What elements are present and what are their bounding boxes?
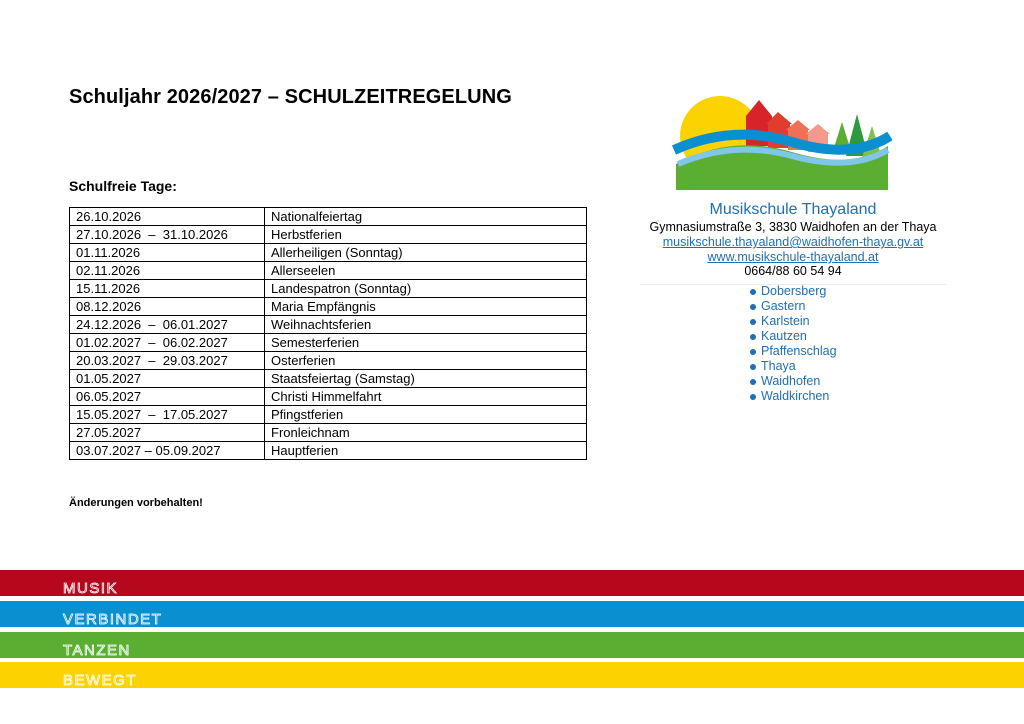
event-cell: Pfingstferien <box>265 406 587 424</box>
date-cell: 27.10.2026 – 31.10.2026 <box>70 226 265 244</box>
slogan-stripe <box>0 570 1024 596</box>
location-item <box>750 284 837 299</box>
date-cell: 01.11.2026 <box>70 244 265 262</box>
event-cell: Christi Himmelfahrt <box>265 388 587 406</box>
school-name: Musikschule Thayaland <box>709 201 877 218</box>
date-cell: 06.05.2027 <box>70 388 265 406</box>
date-cell: 20.03.2027 – 29.03.2027 <box>70 352 265 370</box>
table-row <box>70 388 587 406</box>
slogan-stripe <box>0 662 1024 688</box>
event-cell: Landespatron (Sonntag) <box>265 280 587 298</box>
school-logo <box>672 94 892 190</box>
event-cell: Herbstferien <box>265 226 587 244</box>
table-row <box>70 262 587 280</box>
location-item <box>750 389 837 404</box>
date-cell: 24.12.2026 – 06.01.2027 <box>70 316 265 334</box>
phone-number: 0664/88 60 54 94 <box>744 264 842 278</box>
location-label: Waldkirchen <box>761 389 830 403</box>
slogan-stripe <box>0 601 1024 627</box>
location-item <box>750 359 837 374</box>
date-cell: 15.05.2027 – 17.05.2027 <box>70 406 265 424</box>
date-cell: 26.10.2026 <box>70 208 265 226</box>
school-address: Gymnasiumstraße 3, 3830 Waidhofen an der Thaya <box>649 220 937 234</box>
slogan-stripe <box>0 632 1024 658</box>
location-item <box>750 299 837 314</box>
website-link[interactable]: www.musikschule-thayaland.at <box>707 250 879 264</box>
bullet-icon <box>750 349 756 355</box>
email-link[interactable]: musikschule.thayaland@waidhofen-thaya.gv.at <box>662 235 924 249</box>
date-cell: 03.07.2027 – 05.09.2027 <box>70 442 265 460</box>
event-cell: Osterferien <box>265 352 587 370</box>
location-item <box>750 344 837 359</box>
bullet-icon <box>750 304 756 310</box>
table-row <box>70 352 587 370</box>
bullet-icon <box>750 319 756 325</box>
location-label: Pfaffenschlag <box>761 344 837 358</box>
bullet-icon <box>750 364 756 370</box>
section-heading: Schulfreie Tage: <box>69 178 177 194</box>
location-item <box>750 329 837 344</box>
table-row <box>70 442 587 460</box>
location-item <box>750 314 837 329</box>
location-label: Karlstein <box>761 314 810 328</box>
location-label: Gastern <box>761 299 806 313</box>
location-label: Dobersberg <box>761 284 827 298</box>
page-title: Schuljahr 2026/2027 – SCHULZEITREGELUNG <box>69 86 512 108</box>
date-cell: 01.02.2027 – 06.02.2027 <box>70 334 265 352</box>
table-row <box>70 370 587 388</box>
disclaimer-note: Änderungen vorbehalten! <box>69 497 203 509</box>
location-label: Thaya <box>761 359 796 373</box>
table-row <box>70 208 587 226</box>
event-cell: Allerheiligen (Sonntag) <box>265 244 587 262</box>
event-cell: Allerseelen <box>265 262 587 280</box>
location-item <box>750 374 837 389</box>
bullet-icon <box>750 394 756 400</box>
bullet-icon <box>750 334 756 340</box>
table-row <box>70 334 587 352</box>
location-label: Kautzen <box>761 329 807 343</box>
slogan-word: BEWEGT <box>63 672 138 689</box>
slogan-word: TANZEN <box>63 642 131 659</box>
table-row <box>70 406 587 424</box>
date-cell: 01.05.2027 <box>70 370 265 388</box>
table-row <box>70 244 587 262</box>
bullet-icon <box>750 289 756 295</box>
event-cell: Staatsfeiertag (Samstag) <box>265 370 587 388</box>
bullet-icon <box>750 379 756 385</box>
date-cell: 08.12.2026 <box>70 298 265 316</box>
table-row <box>70 316 587 334</box>
table-row <box>70 280 587 298</box>
slogan-word: MUSIK <box>63 580 119 597</box>
event-cell: Weihnachtsferien <box>265 316 587 334</box>
event-cell: Nationalfeiertag <box>265 208 587 226</box>
event-cell: Maria Empfängnis <box>265 298 587 316</box>
date-cell: 02.11.2026 <box>70 262 265 280</box>
table-row <box>70 424 587 442</box>
slogan-word: VERBINDET <box>63 611 163 628</box>
event-cell: Semesterferien <box>265 334 587 352</box>
location-list <box>750 284 837 404</box>
date-cell: 15.11.2026 <box>70 280 265 298</box>
table-row <box>70 298 587 316</box>
date-cell: 27.05.2027 <box>70 424 265 442</box>
holiday-table <box>69 207 587 460</box>
location-label: Waidhofen <box>761 374 821 388</box>
event-cell: Fronleichnam <box>265 424 587 442</box>
table-row <box>70 226 587 244</box>
event-cell: Hauptferien <box>265 442 587 460</box>
